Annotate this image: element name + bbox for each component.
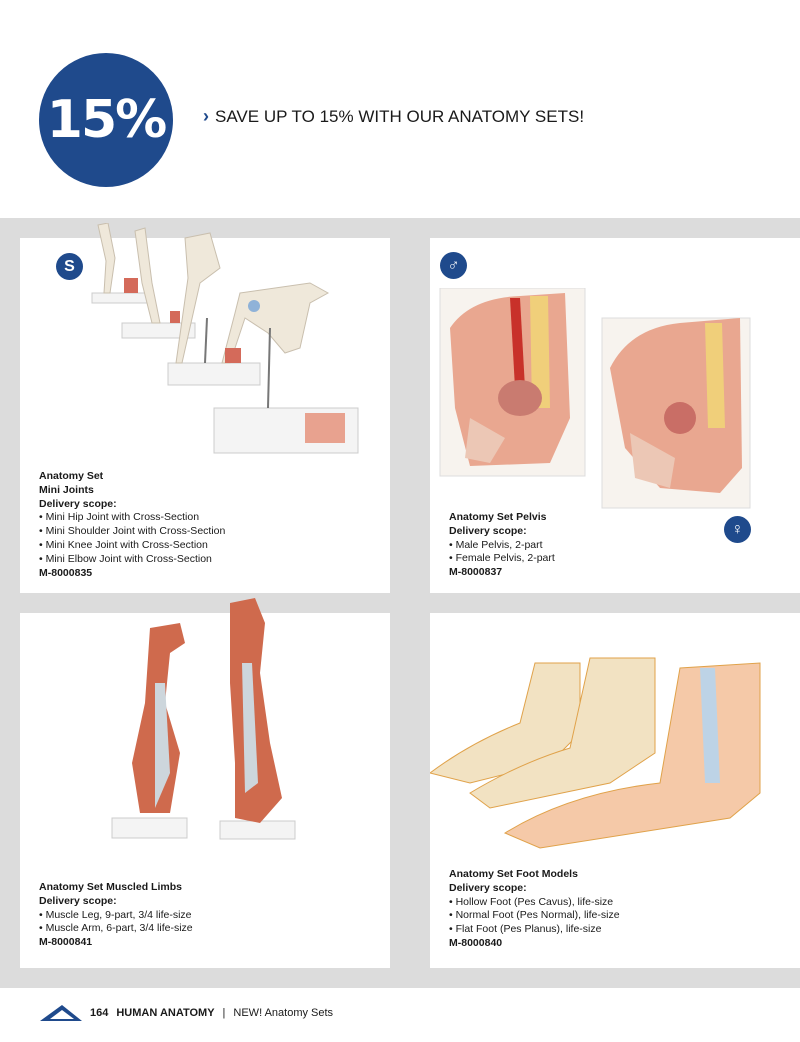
footer-separator: |: [222, 1007, 226, 1019]
product-sku: M-8000835: [39, 566, 93, 579]
scope-item: • Mini Knee Joint with Cross-Section: [39, 538, 208, 551]
product-text-foot-models: [449, 868, 620, 951]
product-card-foot-models: [430, 613, 800, 968]
product-title: Anatomy Set Foot Models: [449, 868, 578, 880]
product-sku: M-8000837: [449, 566, 503, 579]
male-symbol-icon: ♂: [440, 252, 467, 279]
product-text-muscled-limbs: [39, 881, 193, 950]
scope-item: • Female Pelvis, 2-part: [449, 552, 555, 565]
product-text-pelvis: [449, 511, 555, 580]
delivery-scope-label: Delivery scope:: [39, 894, 117, 907]
female-symbol-icon: ♀: [724, 516, 751, 543]
scope-item: • Mini Elbow Joint with Cross-Section: [39, 552, 212, 565]
delivery-scope-label: Delivery scope:: [449, 881, 527, 894]
product-text-mini-joints: [39, 470, 225, 580]
page-number: 164: [90, 1007, 109, 1019]
product-sku: M-8000840: [449, 936, 503, 949]
product-title: Anatomy Set Muscled Limbs: [39, 881, 182, 893]
scope-item: • Mini Shoulder Joint with Cross-Section: [39, 525, 226, 538]
chevron-right-icon: ›: [203, 106, 209, 126]
scope-item: • Flat Foot (Pes Planus), life-size: [449, 923, 602, 936]
mini-joints-image: [20, 223, 390, 463]
3b-logo-icon: [40, 1003, 82, 1023]
delivery-scope-label: Delivery scope:: [449, 524, 527, 537]
product-sku: M-8000841: [39, 936, 93, 949]
product-title: Anatomy Set: [39, 470, 104, 482]
product-subtitle: Mini Joints: [39, 483, 94, 496]
scope-item: • Mini Hip Joint with Cross-Section: [39, 511, 200, 524]
delivery-scope-label: Delivery scope:: [39, 497, 117, 510]
promo-headline-text: SAVE UP TO 15% WITH OUR ANATOMY SETS!: [215, 106, 585, 126]
footer-section: HUMAN ANATOMY: [116, 1007, 215, 1019]
s-badge-icon: S: [56, 253, 83, 280]
page-footer: [40, 1003, 333, 1023]
pelvis-models-image: [430, 288, 800, 518]
product-title: Anatomy Set Pelvis: [449, 511, 547, 523]
product-card-muscled-limbs: [20, 613, 390, 968]
product-card-pelvis: [430, 238, 800, 593]
foot-models-image: [430, 643, 800, 873]
scope-item: • Male Pelvis, 2-part: [449, 538, 543, 551]
discount-badge: 15%: [39, 53, 173, 187]
scope-item: • Muscle Leg, 9-part, 3/4 life-size: [39, 908, 192, 921]
scope-item: • Normal Foot (Pes Normal), life-size: [449, 909, 620, 922]
product-card-mini-joints: [20, 238, 390, 593]
scope-item: • Muscle Arm, 6-part, 3/4 life-size: [39, 922, 193, 935]
muscled-limbs-image: [20, 583, 390, 843]
scope-item: • Hollow Foot (Pes Cavus), life-size: [449, 895, 614, 908]
footer-subsection: NEW! Anatomy Sets: [233, 1007, 334, 1019]
promo-headline: [203, 106, 584, 127]
